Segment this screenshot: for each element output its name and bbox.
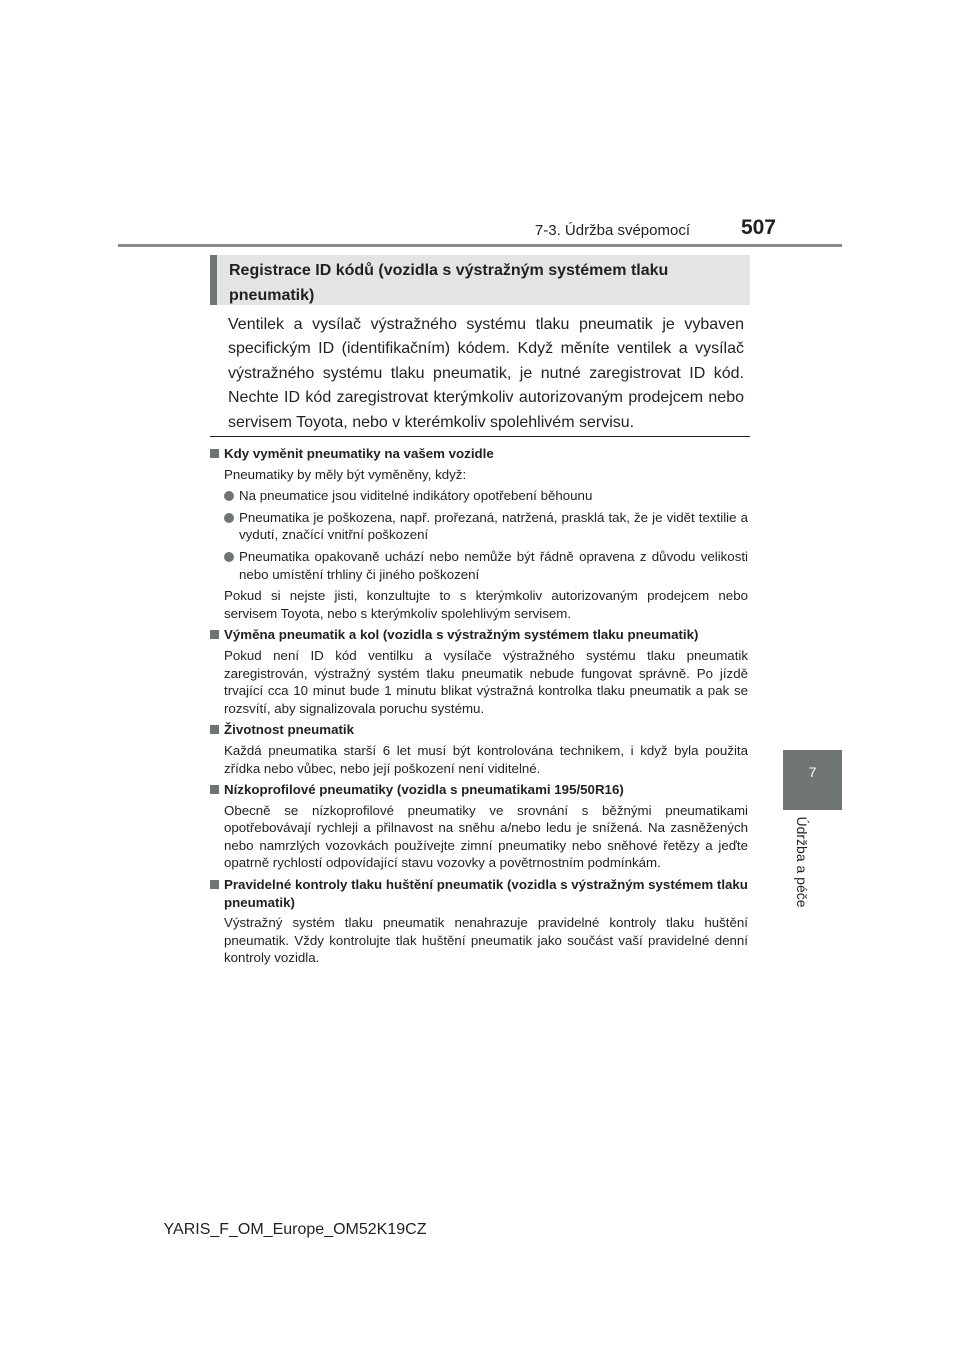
section-text: Pokud není ID kód ventilku a vysílače výstražného systému tlaku pneumatik zaregistrován, výstražný systém tlaku pneumatik nebude fungovat správně. Po jízdě trvající cca 10 minut bude 1 minutu blikat výstražná kontrolka tlaku pneumatik a pak se rozsvítí, aby signalizovala poruchu systému. (224, 647, 748, 716)
section-heading: Nízkoprofilové pneumatiky (vozidla s pneumatikami 195/50R16) (210, 781, 748, 799)
section-text: Výstražný systém tlaku pneumatik nenahrazuje pravidelné kontroly tlaku huštění pneumatik. Vždy kontrolujte tlak huštění pneumatik jako součást vaší pravidelné denní kontroly vozidla. (224, 915, 748, 966)
intro-paragraph: Ventilek a vysílač výstražného systému tlaku pneumatik je vybaven specifickým ID (identifikačním) kódem. Když měníte ventilek a vysílač výstražného systému tlaku pneumatik, je nutné zaregistrovat ID kód. Nechte ID kód zaregistrovat kterýmkoliv autorizovaným prodejcem nebo servisem Toyota, nebo v kterémkoliv spolehlivém servisu. (228, 316, 744, 431)
section-heading: Výměna pneumatik a kol (vozidla s výstražným systémem tlaku pneumatik) (210, 626, 748, 644)
chapter-tab (783, 750, 842, 810)
section-lead: Pneumatiky by měly být vyměněny, když: (224, 466, 467, 482)
section-heading: Kdy vyměnit pneumatiky na vašem vozidle (210, 445, 748, 463)
divider-line (210, 436, 750, 437)
list-item: Pneumatika opakovaně uchází nebo nemůže být řádně opravena z důvodu velikosti nebo umístění trhliny či jiného poškození (210, 548, 748, 583)
info-section-wheel-replacement (210, 626, 748, 717)
section-heading: Pravidelné kontroly tlaku huštění pneumatik (vozidla s výstražným systémem tlaku pneumatik) (210, 876, 748, 911)
round-bullet-icon (224, 491, 234, 501)
section-text: Každá pneumatika starší 6 let musí být kontrolována technikem, i když byla použita zřídka nebo vůbec, nebo její poškození není viditelné. (224, 742, 748, 776)
square-bullet-icon (210, 725, 219, 734)
info-section-pressure-checks (210, 876, 748, 967)
info-section-tire-replacement (210, 445, 748, 622)
section-title: Registrace ID kódů (vozidla s výstražným systémem tlaku pneumatik) (229, 262, 669, 304)
info-section-tire-life (210, 721, 748, 777)
chapter-number: 7 (808, 764, 817, 780)
square-bullet-icon (210, 880, 219, 889)
square-bullet-icon (210, 449, 219, 458)
info-sections (210, 445, 748, 971)
page-number: 507 (740, 216, 776, 239)
section-text: Obecně se nízkoprofilové pneumatiky ve srovnání s běžnými pneumatikami opotřebovávají rychleji a přilnavost na sněhu a/nebo ledu je snížená. Na zasněžených nebo namrzlých vozovkách používejte zimní pneumatiky nebo sněhové řetězy a jeďte opatrně rychlostí odpovídající stavu vozovky a povětrnostním podmínkám. (224, 802, 748, 871)
square-bullet-icon (210, 785, 219, 794)
section-title-box (210, 255, 750, 305)
info-section-low-profile (210, 781, 748, 872)
document-footer: YARIS_F_OM_Europe_OM52K19CZ (163, 1221, 427, 1238)
round-bullet-icon (224, 513, 234, 523)
section-heading: Životnost pneumatik (210, 721, 748, 739)
square-bullet-icon (210, 630, 219, 639)
list-item: Pneumatika je poškozena, např. prořezaná, natržená, prasklá tak, že je vidět textilie a vydutí, značící vnitřní poškození (210, 509, 748, 544)
header-rule (118, 244, 842, 247)
section-note: Pokud si nejste jisti, konzultujte to s kterýmkoliv autorizovaným prodejcem nebo servisem Toyota, nebo s kterýmkoliv spolehlivým servisem. (224, 588, 748, 621)
list-item: Na pneumatice jsou viditelné indikátory opotřebení běhounu (210, 487, 748, 505)
running-header-section: 7-3. Údržba svépomocí (534, 222, 690, 239)
chapter-label: Údržba a péče (794, 816, 810, 908)
round-bullet-icon (224, 552, 234, 562)
